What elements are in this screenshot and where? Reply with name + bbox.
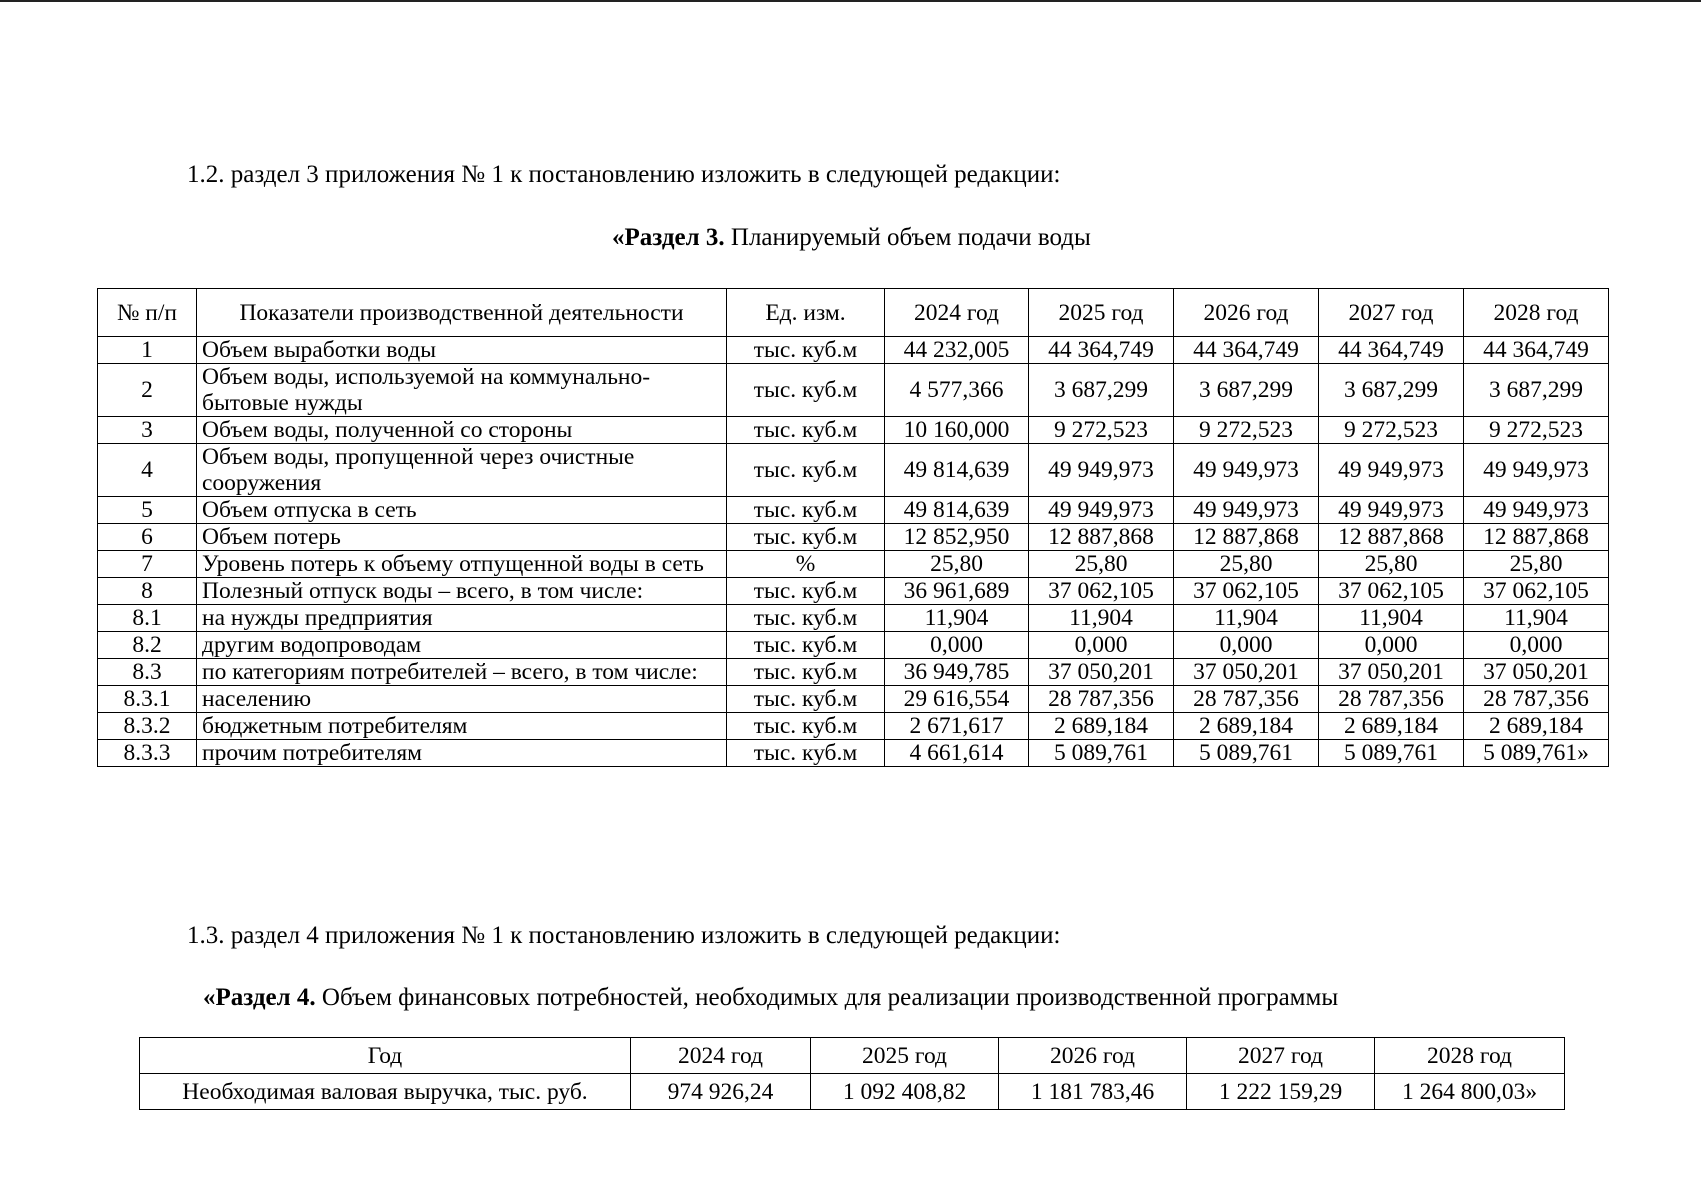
row-indicator: Объем воды, полученной со стороны bbox=[197, 417, 727, 444]
table-row bbox=[98, 551, 1609, 578]
section-3-heading-bold: «Раздел 3. bbox=[612, 224, 725, 251]
row-number: 5 bbox=[98, 497, 197, 524]
table-row bbox=[140, 1074, 1565, 1110]
value-2024: 0,000 bbox=[885, 632, 1029, 659]
value-2026: 49 949,973 bbox=[1174, 444, 1319, 497]
row-indicator: Объем потерь bbox=[197, 524, 727, 551]
value-2028: 1 264 800,03» bbox=[1375, 1074, 1565, 1110]
row-unit: тыс. куб.м bbox=[727, 364, 885, 417]
value-2025: 9 272,523 bbox=[1029, 417, 1174, 444]
value-2027: 5 089,761 bbox=[1319, 740, 1464, 767]
row-number: 3 bbox=[98, 417, 197, 444]
value-2026: 1 181 783,46 bbox=[999, 1074, 1187, 1110]
row-indicator: бюджетным потребителям bbox=[197, 713, 727, 740]
section-4-heading-bold: «Раздел 4. bbox=[203, 984, 316, 1011]
row-indicator: прочим потребителям bbox=[197, 740, 727, 767]
col-header-2026: 2026 год bbox=[1174, 289, 1319, 337]
row-unit: тыс. куб.м bbox=[727, 740, 885, 767]
value-2028: 25,80 bbox=[1464, 551, 1609, 578]
col-header-2025: 2025 год bbox=[811, 1038, 999, 1074]
value-2028: 44 364,749 bbox=[1464, 337, 1609, 364]
value-2026: 37 062,105 bbox=[1174, 578, 1319, 605]
row-label: Необходимая валовая выручка, тыс. руб. bbox=[140, 1074, 631, 1110]
col-header-year: Год bbox=[140, 1038, 631, 1074]
scan-edge-line bbox=[0, 0, 1701, 2]
value-2027: 25,80 bbox=[1319, 551, 1464, 578]
value-2025: 44 364,749 bbox=[1029, 337, 1174, 364]
section-4-heading bbox=[203, 984, 1338, 1012]
value-2026: 37 050,201 bbox=[1174, 659, 1319, 686]
value-2028: 37 062,105 bbox=[1464, 578, 1609, 605]
row-unit: тыс. куб.м bbox=[727, 659, 885, 686]
value-2026: 28 787,356 bbox=[1174, 686, 1319, 713]
value-2028: 49 949,973 bbox=[1464, 497, 1609, 524]
row-unit: тыс. куб.м bbox=[727, 337, 885, 364]
row-indicator: населению bbox=[197, 686, 727, 713]
value-2024: 44 232,005 bbox=[885, 337, 1029, 364]
col-header-unit: Ед. изм. bbox=[727, 289, 885, 337]
value-2028: 9 272,523 bbox=[1464, 417, 1609, 444]
paragraph-1-3: 1.3. раздел 4 приложения № 1 к постановлению изложить в следующей редакции: bbox=[187, 922, 1061, 949]
row-number: 8.3.1 bbox=[98, 686, 197, 713]
table-row bbox=[98, 686, 1609, 713]
table-row bbox=[98, 740, 1609, 767]
value-2028: 3 687,299 bbox=[1464, 364, 1609, 417]
value-2026: 49 949,973 bbox=[1174, 497, 1319, 524]
table-header-row bbox=[98, 289, 1609, 337]
row-indicator: Объем воды, используемой на коммунально-бытовые нужды bbox=[197, 364, 727, 417]
value-2024: 29 616,554 bbox=[885, 686, 1029, 713]
value-2024: 12 852,950 bbox=[885, 524, 1029, 551]
col-header-2026: 2026 год bbox=[999, 1038, 1187, 1074]
row-indicator: Объем отпуска в сеть bbox=[197, 497, 727, 524]
col-header-2024: 2024 год bbox=[631, 1038, 811, 1074]
row-unit: тыс. куб.м bbox=[727, 686, 885, 713]
row-unit: тыс. куб.м bbox=[727, 713, 885, 740]
value-2028: 5 089,761» bbox=[1464, 740, 1609, 767]
row-number: 8.3.3 bbox=[98, 740, 197, 767]
row-number: 8.1 bbox=[98, 605, 197, 632]
value-2025: 2 689,184 bbox=[1029, 713, 1174, 740]
value-2028: 12 887,868 bbox=[1464, 524, 1609, 551]
value-2026: 2 689,184 bbox=[1174, 713, 1319, 740]
table-header-row bbox=[140, 1038, 1565, 1074]
col-header-number: № п/п bbox=[98, 289, 197, 337]
value-2027: 12 887,868 bbox=[1319, 524, 1464, 551]
value-2026: 25,80 bbox=[1174, 551, 1319, 578]
value-2024: 4 661,614 bbox=[885, 740, 1029, 767]
value-2028: 37 050,201 bbox=[1464, 659, 1609, 686]
row-number: 2 bbox=[98, 364, 197, 417]
value-2025: 25,80 bbox=[1029, 551, 1174, 578]
table-row bbox=[98, 578, 1609, 605]
value-2027: 9 272,523 bbox=[1319, 417, 1464, 444]
value-2025: 5 089,761 bbox=[1029, 740, 1174, 767]
value-2024: 10 160,000 bbox=[885, 417, 1029, 444]
value-2027: 49 949,973 bbox=[1319, 497, 1464, 524]
value-2028: 2 689,184 bbox=[1464, 713, 1609, 740]
value-2027: 28 787,356 bbox=[1319, 686, 1464, 713]
value-2025: 11,904 bbox=[1029, 605, 1174, 632]
value-2027: 49 949,973 bbox=[1319, 444, 1464, 497]
value-2028: 49 949,973 bbox=[1464, 444, 1609, 497]
table-row bbox=[98, 417, 1609, 444]
value-2025: 37 062,105 bbox=[1029, 578, 1174, 605]
table-row bbox=[98, 337, 1609, 364]
row-unit: тыс. куб.м bbox=[727, 524, 885, 551]
financial-needs-table bbox=[139, 1037, 1565, 1110]
value-2027: 2 689,184 bbox=[1319, 713, 1464, 740]
row-unit: тыс. куб.м bbox=[727, 417, 885, 444]
row-number: 6 bbox=[98, 524, 197, 551]
row-indicator: другим водопроводам bbox=[197, 632, 727, 659]
section-3-heading-text: Планируемый объем подачи воды bbox=[724, 224, 1091, 251]
row-number: 7 bbox=[98, 551, 197, 578]
row-indicator: Объем выработки воды bbox=[197, 337, 727, 364]
value-2024: 974 926,24 bbox=[631, 1074, 811, 1110]
table-row bbox=[98, 444, 1609, 497]
value-2026: 9 272,523 bbox=[1174, 417, 1319, 444]
col-header-2024: 2024 год bbox=[885, 289, 1029, 337]
value-2027: 37 050,201 bbox=[1319, 659, 1464, 686]
row-number: 8.3 bbox=[98, 659, 197, 686]
col-header-2028: 2028 год bbox=[1464, 289, 1609, 337]
value-2026: 3 687,299 bbox=[1174, 364, 1319, 417]
table-row bbox=[98, 632, 1609, 659]
row-unit: тыс. куб.м bbox=[727, 632, 885, 659]
col-header-2027: 2027 год bbox=[1319, 289, 1464, 337]
table-row bbox=[98, 524, 1609, 551]
col-header-2025: 2025 год bbox=[1029, 289, 1174, 337]
value-2028: 11,904 bbox=[1464, 605, 1609, 632]
value-2025: 3 687,299 bbox=[1029, 364, 1174, 417]
row-number: 1 bbox=[98, 337, 197, 364]
water-supply-table bbox=[97, 288, 1609, 767]
row-number: 8.2 bbox=[98, 632, 197, 659]
section-4-heading-text: Объем финансовых потребностей, необходимых для реализации производственной программы bbox=[315, 984, 1339, 1011]
value-2025: 12 887,868 bbox=[1029, 524, 1174, 551]
col-header-2027: 2027 год bbox=[1187, 1038, 1375, 1074]
value-2027: 0,000 bbox=[1319, 632, 1464, 659]
value-2027: 11,904 bbox=[1319, 605, 1464, 632]
value-2028: 0,000 bbox=[1464, 632, 1609, 659]
value-2025: 37 050,201 bbox=[1029, 659, 1174, 686]
value-2024: 49 814,639 bbox=[885, 444, 1029, 497]
table-row bbox=[98, 364, 1609, 417]
row-indicator: по категориям потребителей – всего, в том числе: bbox=[197, 659, 727, 686]
row-unit: тыс. куб.м bbox=[727, 497, 885, 524]
value-2027: 37 062,105 bbox=[1319, 578, 1464, 605]
value-2026: 11,904 bbox=[1174, 605, 1319, 632]
value-2026: 0,000 bbox=[1174, 632, 1319, 659]
value-2024: 2 671,617 bbox=[885, 713, 1029, 740]
value-2024: 49 814,639 bbox=[885, 497, 1029, 524]
value-2028: 28 787,356 bbox=[1464, 686, 1609, 713]
col-header-indicator: Показатели производственной деятельности bbox=[197, 289, 727, 337]
row-number: 8 bbox=[98, 578, 197, 605]
value-2025: 0,000 bbox=[1029, 632, 1174, 659]
row-unit: тыс. куб.м bbox=[727, 578, 885, 605]
value-2027: 1 222 159,29 bbox=[1187, 1074, 1375, 1110]
value-2025: 28 787,356 bbox=[1029, 686, 1174, 713]
row-unit: тыс. куб.м bbox=[727, 605, 885, 632]
row-indicator: на нужды предприятия bbox=[197, 605, 727, 632]
col-header-2028: 2028 год bbox=[1375, 1038, 1565, 1074]
table-row bbox=[98, 497, 1609, 524]
value-2024: 11,904 bbox=[885, 605, 1029, 632]
value-2027: 44 364,749 bbox=[1319, 337, 1464, 364]
row-unit: тыс. куб.м bbox=[727, 444, 885, 497]
value-2024: 36 949,785 bbox=[885, 659, 1029, 686]
value-2025: 49 949,973 bbox=[1029, 497, 1174, 524]
section-3-heading bbox=[612, 224, 1091, 252]
row-indicator: Уровень потерь к объему отпущенной воды в сеть bbox=[197, 551, 727, 578]
row-indicator: Объем воды, пропущенной через очистные сооружения bbox=[197, 444, 727, 497]
value-2024: 25,80 bbox=[885, 551, 1029, 578]
value-2026: 44 364,749 bbox=[1174, 337, 1319, 364]
value-2026: 12 887,868 bbox=[1174, 524, 1319, 551]
table-row bbox=[98, 713, 1609, 740]
value-2026: 5 089,761 bbox=[1174, 740, 1319, 767]
row-indicator: Полезный отпуск воды – всего, в том числе: bbox=[197, 578, 727, 605]
row-unit: % bbox=[727, 551, 885, 578]
row-number: 8.3.2 bbox=[98, 713, 197, 740]
value-2024: 4 577,366 bbox=[885, 364, 1029, 417]
table-row bbox=[98, 659, 1609, 686]
row-number: 4 bbox=[98, 444, 197, 497]
paragraph-1-2: 1.2. раздел 3 приложения № 1 к постановлению изложить в следующей редакции: bbox=[187, 161, 1061, 188]
value-2025: 49 949,973 bbox=[1029, 444, 1174, 497]
value-2027: 3 687,299 bbox=[1319, 364, 1464, 417]
table-row bbox=[98, 605, 1609, 632]
value-2024: 36 961,689 bbox=[885, 578, 1029, 605]
value-2025: 1 092 408,82 bbox=[811, 1074, 999, 1110]
